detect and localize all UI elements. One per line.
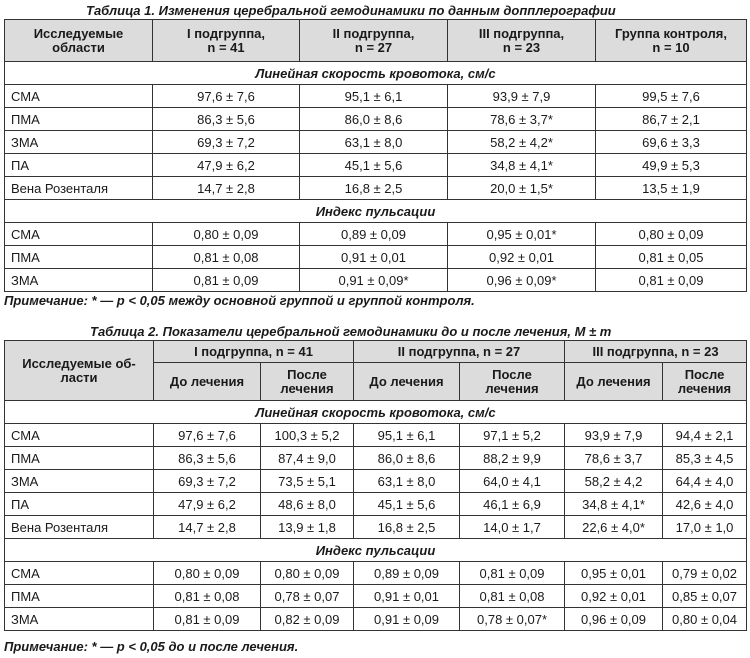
value-cell: 0,81 ± 0,08 [154, 585, 261, 608]
value-cell: 63,1 ± 8,0 [300, 131, 448, 154]
table-row [5, 516, 747, 539]
value-cell: 85,3 ± 4,5 [663, 447, 747, 470]
t1-header-group3: III подгруппа, n = 23 [448, 20, 596, 62]
value-cell: 47,9 ± 6,2 [154, 493, 261, 516]
t2-header-group1: I подгруппа, n = 41 [154, 341, 354, 363]
area-cell: ЗМА [5, 608, 154, 631]
value-cell: 13,9 ± 1,8 [261, 516, 354, 539]
t2-header-group3: III подгруппа, n = 23 [565, 341, 747, 363]
value-cell: 87,4 ± 9,0 [261, 447, 354, 470]
value-cell: 63,1 ± 8,0 [354, 470, 460, 493]
table-row [5, 85, 747, 108]
value-cell: 95,1 ± 6,1 [354, 424, 460, 447]
value-cell: 17,0 ± 1,0 [663, 516, 747, 539]
value-cell: 0,81 ± 0,08 [153, 246, 300, 269]
value-cell: 0,91 ± 0,09* [300, 269, 448, 292]
area-cell: СМА [5, 223, 153, 246]
value-cell: 45,1 ± 5,6 [300, 154, 448, 177]
table2-caption: Таблица 2. Показатели церебральной гемодинамики до и после лечения, M ± m [90, 324, 612, 339]
table-row [5, 108, 747, 131]
value-cell: 58,2 ± 4,2 [565, 470, 663, 493]
value-cell: 0,92 ± 0,01 [448, 246, 596, 269]
value-cell: 0,81 ± 0,05 [596, 246, 747, 269]
value-cell: 0,92 ± 0,01 [565, 585, 663, 608]
t2-header-areas: Исследуемые об- ласти [5, 341, 154, 401]
table-row [5, 562, 747, 585]
table1-caption: Таблица 1. Изменения церебральной гемодинамики по данным допплерографии [86, 3, 616, 18]
table-row [5, 424, 747, 447]
value-cell: 86,3 ± 5,6 [154, 447, 261, 470]
table-row [5, 269, 747, 292]
section-row [5, 62, 747, 85]
value-cell: 0,78 ± 0,07 [261, 585, 354, 608]
value-cell: 73,5 ± 5,1 [261, 470, 354, 493]
table2-body [5, 401, 747, 631]
table-row [5, 493, 747, 516]
t1-header-control: Группа контроля, n = 10 [596, 20, 747, 62]
value-cell: 47,9 ± 6,2 [153, 154, 300, 177]
table-row [5, 585, 747, 608]
value-cell: 16,8 ± 2,5 [300, 177, 448, 200]
section-row [5, 401, 747, 424]
value-cell: 0,81 ± 0,09 [153, 269, 300, 292]
section-title: Индекс пульсации [5, 200, 747, 223]
t2-header-g2-after: После лечения [460, 363, 565, 401]
value-cell: 34,8 ± 4,1* [448, 154, 596, 177]
table2 [4, 340, 747, 631]
table1-note: Примечание: * — p < 0,05 между основной группой и группой контроля. [4, 293, 475, 308]
section-title: Индекс пульсации [5, 539, 747, 562]
value-cell: 13,5 ± 1,9 [596, 177, 747, 200]
value-cell: 0,79 ± 0,02 [663, 562, 747, 585]
area-cell: ПМА [5, 108, 153, 131]
value-cell: 0,80 ± 0,09 [596, 223, 747, 246]
area-cell: Вена Розенталя [5, 177, 153, 200]
value-cell: 0,95 ± 0,01 [565, 562, 663, 585]
t1-header-group1: I подгруппа, n = 41 [153, 20, 300, 62]
value-cell: 97,1 ± 5,2 [460, 424, 565, 447]
t1-header-group2: II подгруппа, n = 27 [300, 20, 448, 62]
value-cell: 0,80 ± 0,09 [153, 223, 300, 246]
value-cell: 64,0 ± 4,1 [460, 470, 565, 493]
value-cell: 0,91 ± 0,09 [354, 608, 460, 631]
value-cell: 45,1 ± 5,6 [354, 493, 460, 516]
value-cell: 0,80 ± 0,04 [663, 608, 747, 631]
table-row [5, 223, 747, 246]
value-cell: 0,91 ± 0,01 [354, 585, 460, 608]
area-cell: ПМА [5, 246, 153, 269]
t1-header-areas: Исследуемые области [5, 20, 153, 62]
value-cell: 69,6 ± 3,3 [596, 131, 747, 154]
table1-body [5, 62, 747, 292]
value-cell: 16,8 ± 2,5 [354, 516, 460, 539]
value-cell: 0,80 ± 0,09 [154, 562, 261, 585]
area-cell: ПА [5, 493, 154, 516]
value-cell: 22,6 ± 4,0* [565, 516, 663, 539]
table2-note: Примечание: * — p < 0,05 до и после лечения. [4, 639, 299, 654]
value-cell: 86,0 ± 8,6 [300, 108, 448, 131]
value-cell: 69,3 ± 7,2 [154, 470, 261, 493]
value-cell: 42,6 ± 4,0 [663, 493, 747, 516]
value-cell: 0,89 ± 0,09 [354, 562, 460, 585]
value-cell: 48,6 ± 8,0 [261, 493, 354, 516]
area-cell: СМА [5, 424, 154, 447]
value-cell: 86,3 ± 5,6 [153, 108, 300, 131]
value-cell: 0,96 ± 0,09* [448, 269, 596, 292]
value-cell: 0,96 ± 0,09 [565, 608, 663, 631]
t2-header-g1-before: До лечения [154, 363, 261, 401]
area-cell: ЗМА [5, 269, 153, 292]
value-cell: 99,5 ± 7,6 [596, 85, 747, 108]
value-cell: 0,85 ± 0,07 [663, 585, 747, 608]
value-cell: 14,7 ± 2,8 [153, 177, 300, 200]
area-cell: ЗМА [5, 131, 153, 154]
section-row [5, 200, 747, 223]
value-cell: 93,9 ± 7,9 [565, 424, 663, 447]
section-row [5, 539, 747, 562]
value-cell: 20,0 ± 1,5* [448, 177, 596, 200]
value-cell: 14,7 ± 2,8 [154, 516, 261, 539]
value-cell: 95,1 ± 6,1 [300, 85, 448, 108]
area-cell: СМА [5, 562, 154, 585]
section-title: Линейная скорость кровотока, см/с [5, 401, 747, 424]
value-cell: 64,4 ± 4,0 [663, 470, 747, 493]
t2-header-g3-after: После лечения [663, 363, 747, 401]
table-row [5, 177, 747, 200]
value-cell: 88,2 ± 9,9 [460, 447, 565, 470]
value-cell: 0,89 ± 0,09 [300, 223, 448, 246]
value-cell: 0,91 ± 0,01 [300, 246, 448, 269]
value-cell: 0,78 ± 0,07* [460, 608, 565, 631]
value-cell: 0,81 ± 0,08 [460, 585, 565, 608]
t2-header-g2-before: До лечения [354, 363, 460, 401]
value-cell: 97,6 ± 7,6 [154, 424, 261, 447]
area-cell: ЗМА [5, 470, 154, 493]
value-cell: 100,3 ± 5,2 [261, 424, 354, 447]
area-cell: Вена Розенталя [5, 516, 154, 539]
table2-header-row-groups [5, 341, 747, 363]
value-cell: 86,0 ± 8,6 [354, 447, 460, 470]
value-cell: 46,1 ± 6,9 [460, 493, 565, 516]
table-row [5, 470, 747, 493]
table1 [4, 19, 747, 292]
section-title: Линейная скорость кровотока, см/с [5, 62, 747, 85]
value-cell: 0,95 ± 0,01* [448, 223, 596, 246]
value-cell: 0,81 ± 0,09 [154, 608, 261, 631]
value-cell: 0,81 ± 0,09 [460, 562, 565, 585]
table-row [5, 447, 747, 470]
table1-header-row [5, 20, 747, 62]
value-cell: 94,4 ± 2,1 [663, 424, 747, 447]
value-cell: 34,8 ± 4,1* [565, 493, 663, 516]
t2-header-group2: II подгруппа, n = 27 [354, 341, 565, 363]
value-cell: 69,3 ± 7,2 [153, 131, 300, 154]
value-cell: 97,6 ± 7,6 [153, 85, 300, 108]
area-cell: ПМА [5, 585, 154, 608]
table-row [5, 608, 747, 631]
table-row [5, 246, 747, 269]
value-cell: 0,80 ± 0,09 [261, 562, 354, 585]
area-cell: ПМА [5, 447, 154, 470]
t2-header-g3-before: До лечения [565, 363, 663, 401]
value-cell: 0,81 ± 0,09 [596, 269, 747, 292]
value-cell: 14,0 ± 1,7 [460, 516, 565, 539]
table-row [5, 154, 747, 177]
value-cell: 78,6 ± 3,7 [565, 447, 663, 470]
value-cell: 49,9 ± 5,3 [596, 154, 747, 177]
value-cell: 0,82 ± 0,09 [261, 608, 354, 631]
table-row [5, 131, 747, 154]
value-cell: 78,6 ± 3,7* [448, 108, 596, 131]
area-cell: ПА [5, 154, 153, 177]
t2-header-g1-after: После лечения [261, 363, 354, 401]
value-cell: 86,7 ± 2,1 [596, 108, 747, 131]
value-cell: 93,9 ± 7,9 [448, 85, 596, 108]
area-cell: СМА [5, 85, 153, 108]
value-cell: 58,2 ± 4,2* [448, 131, 596, 154]
